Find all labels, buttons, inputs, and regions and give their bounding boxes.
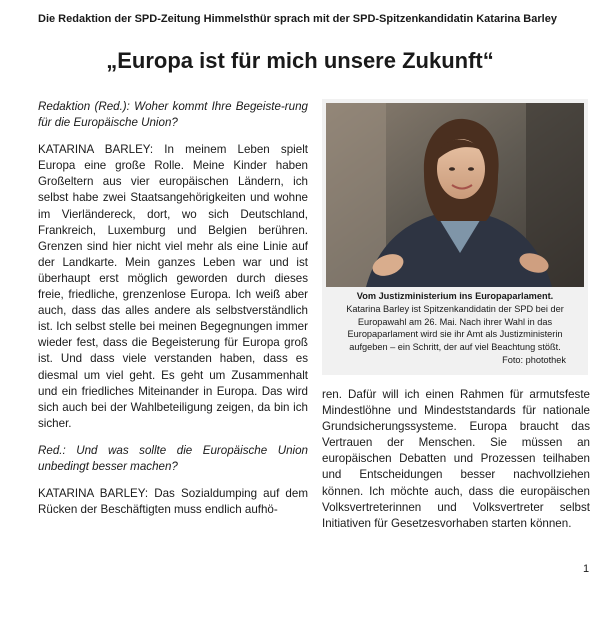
- caption-title: Vom Justizministerium ins Europaparlament.: [356, 291, 554, 301]
- answer-1: KATARINA BARLEY: In meinem Leben spielt Europa eine große Rolle. Meine Kinder haben Großeltern aus vier europäischen Ländern, ich selbst habe zwei Staatsangehörigkeiten und wohne im Vierländereck, dort, wo sich Deutschland, Frankreich, Luxemburg und Belgien berühren. Grenzen sind hier nicht viel mehr als eine Linie auf der Landkarte. Mein ganzes Leben war und ist überhaupt erst möglich geworden durch dieses freie, friedliche, grenzenlose Europa. Ich weiß aber auch, dass das alles andere als selbstverständlich ist. Ich selbst stelle bei meinen Begegnungen immer wieder fest, dass die Begeisterung für Europa groß ist. Und dass viele verstanden haben, dass es diesmal um viel geht. Es geht um Zusammenhalt und ein friedliches Miteinander in Europa. Das wird sich auch bei der Wahlbeteiligung zeigen, da bin ich sicher.: [38, 143, 308, 430]
- question-2: Red.: Und was sollte die Europäische Union unbedingt besser machen?: [38, 443, 308, 473]
- answer-2-start: KATARINA BARLEY: Das Sozialdumping auf dem Rücken der Beschäftigten muss endlich aufhö-: [38, 487, 308, 517]
- caption-body: Katarina Barley ist Spitzenkandidatin der SPD bei der Europawahl am 26. Mai. Nach ihrer Wahl in das Europaparlament wird sie ihr Amt als Justizministerin aufgeben – ein Schritt, der auf viel Beachtung stößt.: [346, 303, 564, 353]
- photo-box: [322, 99, 588, 375]
- photo-caption: [328, 290, 582, 367]
- left-column: [38, 99, 308, 518]
- question-1: Redaktion (Red.): Woher kommt Ihre Begeiste-rung für die Europäische Union?: [38, 100, 308, 130]
- photo-credit: Foto: photothek: [502, 354, 566, 365]
- page-number: 1: [583, 563, 590, 575]
- answer-2-continued: ren. Dafür will ich einen Rahmen für armutsfeste Mindestlöhne und Mindeststandards für nationale Grundsicherungssysteme. Europa braucht das Vertrauen der Menschen. Sie müssen an europäischen Debatten und Prozessen teilhaben und Entscheidungen besser nachvollziehen können. Ich möchte auch, dass die europäischen Volksvertreterinnen und Volksvertreter selbst Initiativen für Gesetzesvorhaben starten können.: [322, 388, 590, 530]
- right-column: [322, 387, 590, 532]
- portrait-photo: [326, 103, 584, 287]
- headline: „Europa ist für mich unsere Zukunft“: [106, 48, 494, 73]
- kicker-line: Die Redaktion der SPD-Zeitung Himmelsthür sprach mit der SPD-Spitzenkandidatin Katarina Barley: [38, 13, 557, 25]
